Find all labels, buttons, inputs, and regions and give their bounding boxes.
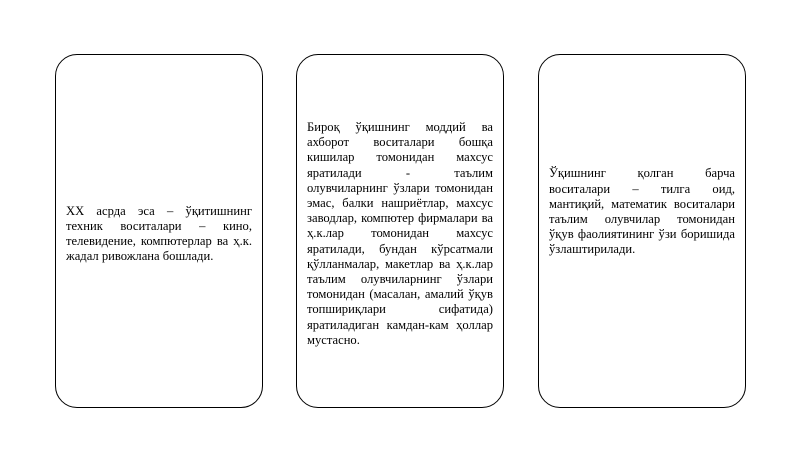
card-3-text: Ўқишнинг қолган барча воситалари – тилга оид, мантиқий, математик воситалари таълим олувчилар томонидан ўқув фаолиятининг ўзи боришида ўзлаштирилади. — [549, 166, 735, 257]
text-card-3 — [538, 54, 746, 408]
text-card-1 — [55, 54, 263, 408]
card-1-text: XX асрда эса – ўқитишнинг техник воситалари – кино, телевидение, компютерлар ва ҳ.к. жадал ривожлана бошлади. — [66, 203, 252, 264]
card-2-text: Бироқ ўқишнинг моддий ва ахборот воситалари бошқа кишилар томонидан махсус яратилади - таълим олувчиларнинг ўзлари томонидан эмас, балки нашриётлар, махсус заводлар, компютер фирмалари ва ҳ.к.лар томонидан махсус яратилади, бундан кўрсатмали қўлланмалар, макетлар ва ҳ.к.лар таълим олувчиларнинг ўзлари томонидан (масалан, амалий ўқув топшириқлари сифатида) яратиладиган камдан-кам ҳоллар мустасно. — [307, 119, 493, 347]
text-card-2 — [296, 54, 504, 408]
